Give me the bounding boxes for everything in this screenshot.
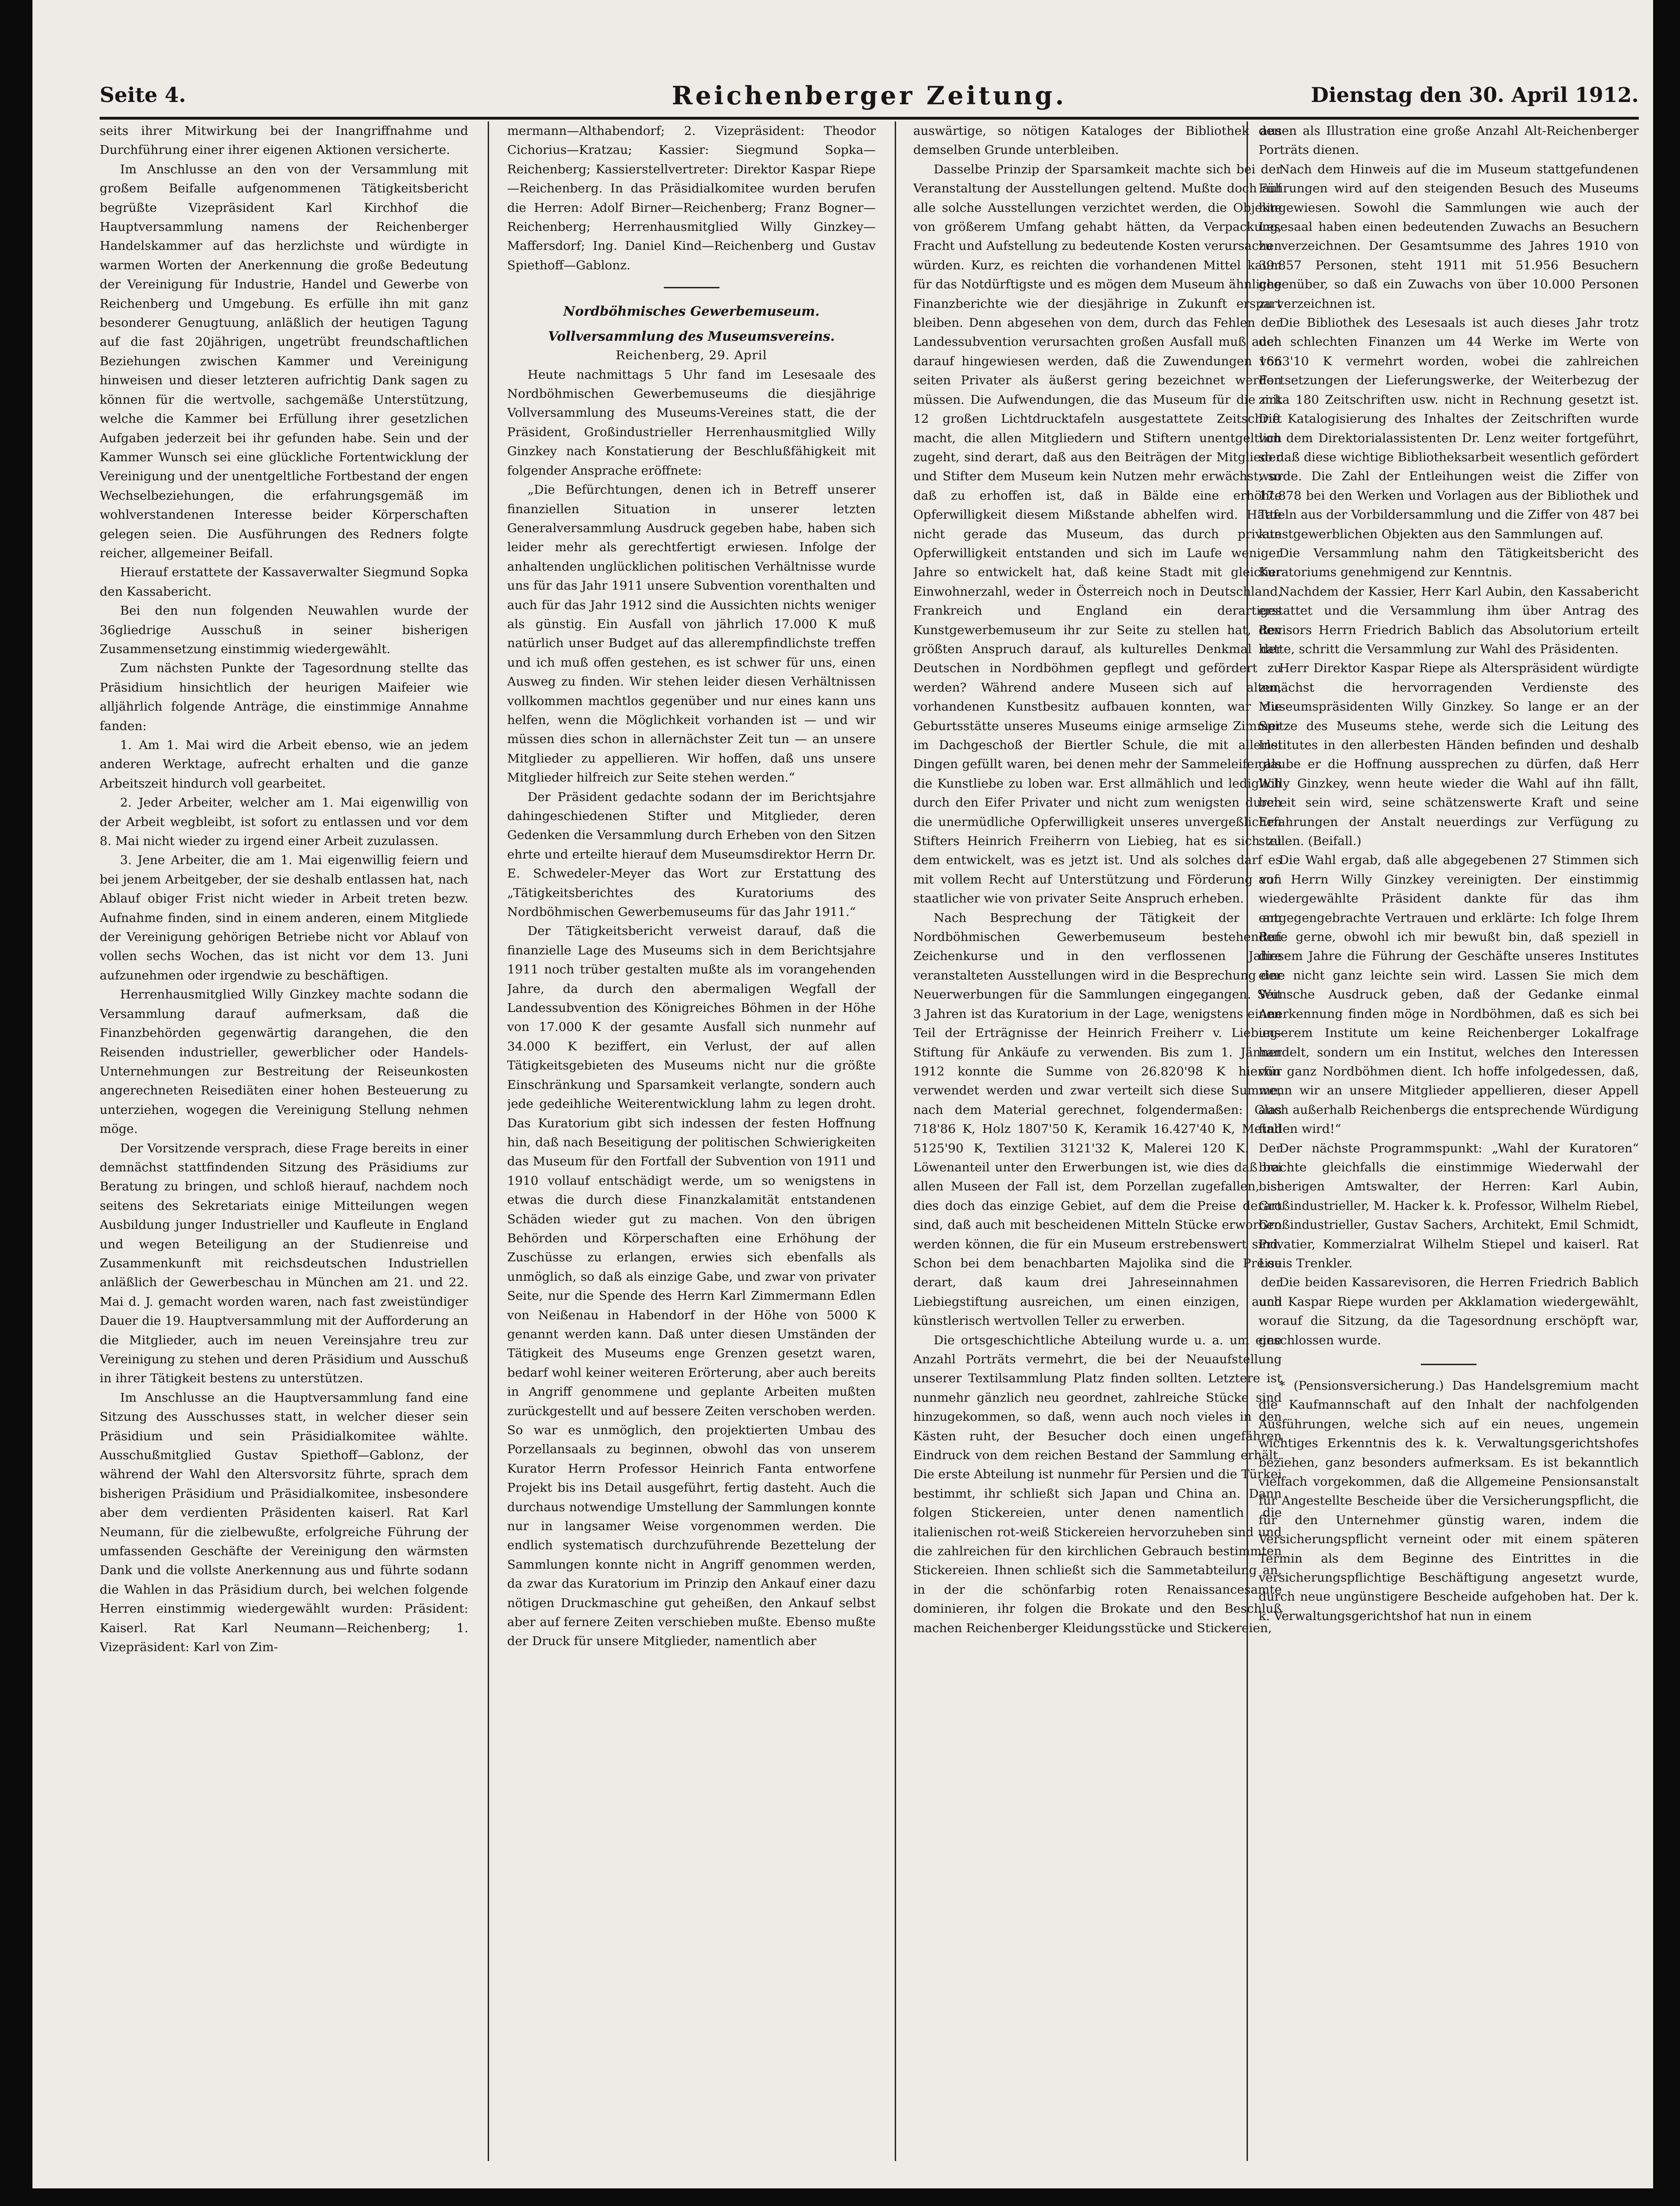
article-heading: Nordböhmisches Gewerbemuseum.	[563, 304, 820, 319]
paragraph: Nach Besprechung der Tätigkeit der am Nordböhmischen Gewerbemuseum bestehenden Zeichenkurse und in den verflossenen Jahre veranstalteten Ausstellungen wird in die Besprechung der Neuerwerbungen für die Sammlungen eingegangen. Seit 3 Jahren ist das Kuratorium in der Lage, wenigstens einen Teil der Erträgnisse der Heinrich Freiherr v. Liebieg-Stiftung für Ankäufe zu verwenden. Bis zum 1. Jänner 1912 konnte die Summe von 26.820'98 K hierfür verwendet werden und zwar verteilt sich diese Summe, nach dem Material gerechnet, folgendermaßen: Glas 718'86 K, Holz 1807'50 K, Keramik 16.427'40 K, Metall 5125'90 K, Textilien 3121'32 K, Malerei 120 K. Der Löwenanteil unter den Erwerbungen ist, wie dies daß bei allen Museen der Fall ist, dem Porzellan zugefallen, ist dies doch das einzige Gebiet, auf dem die Preise derart sind, daß auch mit bescheidenen Mitteln Stücke erworben werden können, die für ein Museum erstrebenswert sind. Schon bei dem benachbarten Majolika sind die Preise derart, daß kaum drei Jahreseinnahmen der Liebiegstiftung ausreichen, um einen einzigen, auch künstlerisch wertvollen Teller zu erwerben.	[913, 910, 1282, 1329]
paragraph: Nachdem der Kassier, Herr Karl Aubin, den Kassabericht erstattet und die Versammlung ihm über Antrag des Revisors Herrn Friedrich Bablich das Absolutorium erteilt hatte, schritt die Versammlung zur Wahl des Präsidenten.	[1259, 584, 1639, 656]
paragraph: Die ortsgeschichtliche Abteilung wurde u. a. um eine Anzahl Porträts vermehrt, die bei der Neuaufstellung unserer Textilsammlung Platz finden sollten. Letztere ist nunmehr gänzlich neu geordnet, zahlreiche Stücke sind hinzugekommen, so daß, wenn auch noch vieles in den Kästen ruht, der Besucher doch einen ungefähren Eindruck von dem reichen Bestand der Sammlung erhält. Die erste Abteilung ist nunmehr für Persien und die Türkei bestimmt, ihr schließt sich Japan und China an. Dann folgen Stickereien, unter denen namentlich die italienischen rot-weiß Stickereien hervorzuheben sind und die zahlreichen für den kirchlichen Gebrauch bestimmten Stickereien. Ihnen schließt sich die Sammetabteilung an, in der die schönfarbig roten Renaissancesamte dominieren, ihr folgen die Brokate und den Beschluß machen Reichenberger Kleidungsstücke und Stickereien,	[913, 1333, 1282, 1635]
page-header	[100, 83, 1639, 116]
section-divider	[664, 287, 719, 288]
paragraph: Hierauf erstattete der Kassaverwalter Siegmund Sopka den Kassabericht.	[100, 565, 468, 599]
paragraph: mermann—Althabendorf; 2. Vizepräsident: Theodor Cichorius—Kratzau; Kassier: Siegmund Sopka—Reichenberg; Kassierstellvertreter: Direktor Kaspar Riepe—Reichenberg. In das Präsidialkomitee wurden berufen die Herren: Adolf Birner—Reichenberg; Franz Bogner—Reichenberg; Herrenhausmitglied Willy Ginzkey—Maffersdorf; Ing. Daniel Kind—Reichenberg und Gustav Spiethoff—Gablonz.	[507, 124, 876, 273]
paragraph: auswärtige, so nötigen Kataloges der Bibliothek aus demselben Grunde unterbleiben.	[913, 124, 1282, 158]
column-rule	[895, 121, 896, 2161]
paragraph: seits ihrer Mitwirkung bei der Inangriffnahme und Durchführung einer ihrer eigenen Aktionen versicherte.	[100, 124, 468, 158]
paragraph: Im Anschlusse an die Hauptversammlung fand eine Sitzung des Ausschusses statt, in welcher dieser sein Präsidium und sein Präsidialkomitee wählte. Ausschußmitglied Gustav Spiethoff—Gablonz, der während der Wahl den Altersvorsitz führte, sprach dem bisherigen Präsidium und Präsidialkomitee, insbesondere aber dem verdienten Präsidenten kaiserl. Rat Karl Neumann, für die zielbewußte, erfolgreiche Führung der umfassenden Geschäfte der Vereinigung den wärmsten Dank und die vollste Anerkennung aus und führte sodann die Wahlen in das Präsidium durch, bei welchen folgende Herren einstimmig wiedergewählt wurden: Präsident: Kaiserl. Rat Karl Neumann—Reichenberg; 1. Vizepräsident: Karl von Zim-	[100, 1390, 468, 1655]
paragraph: Die Versammlung nahm den Tätigkeitsbericht des Kuratoriums genehmigend zur Kenntnis.	[1259, 546, 1639, 580]
paragraph: Nach dem Hinweis auf die im Museum stattgefundenen Führungen wird auf den steigenden Besuch des Museums hingewiesen. Sowohl die Sammlungen wie auch der Lesesaal haben einen bedeutenden Zuwachs an Besuchern zu verzeichnen. Der Gesamtsumme des Jahres 1910 von 39.857 Personen, steht 1911 mit 51.956 Besuchern gegenüber, so daß ein Zuwachs von über 10.000 Personen zu verzeichnen ist.	[1259, 162, 1639, 311]
newspaper-title: Reichenberger Zeitung.	[672, 81, 1067, 110]
paragraph: Die beiden Kassarevisoren, die Herren Friedrich Bablich und Kaspar Riepe wurden per Akklamation wiedergewählt, worauf die Sitzung, da die Tagesordnung erschöpft war, geschlossen wurde.	[1259, 1275, 1639, 1348]
paragraph: Heute nachmittags 5 Uhr fand im Lesesaale des Nordböhmischen Gewerbemuseums die diesjährige Vollversammlung des Museums-Vereines statt, die der Präsident, Großindustrieller Herrenhausmitglied Willy Ginzkey nach Konstatierung der Beschlußfähigkeit mit folgender Ansprache eröffnete:	[507, 367, 876, 478]
paragraph: Bei den nun folgenden Neuwahlen wurde der 36gliedrige Ausschuß in seiner bisherigen Zusammensetzung einstimmig wiedergewählt.	[100, 604, 468, 656]
column-3	[913, 121, 1282, 2161]
paragraph: Dasselbe Prinzip der Sparsamkeit machte sich bei der Veranstaltung der Ausstellungen geltend. Mußte doch auf alle solche Ausstellungen verzichtet werden, die Objekte von größerem Umfang gehabt hätten, da Verpackung, Fracht und Aufstellung zu bedeutende Kosten verursachen würden. Kurz, es reichten die vorhandenen Mittel kaum für das Notdürftigste und es mögen dem Museum ähnliche Finanzberichte wie der diesjährige in Zukunft erspart bleiben. Denn abgesehen von dem, durch das Fehlen der Landessubvention verursachten großen Ausfall muß auch darauf hingewiesen werden, daß die Zuwendungen von seiten Privater als äußerst gering bezeichnet werden müssen. Die Aufwendungen, die das Museum für die mit 12 großen Lichtdrucktafeln ausgestattete Zeitschrift macht, die allen Mitgliedern und Stiftern unentgeltlich zugeht, sind derart, daß aus den Beiträgen der Mitglieder und Stifter dem Museum kein Nutzen mehr erwächst, so daß zu erhoffen ist, daß in Bälde eine erhöhte Opferwilligkeit diesem Mißstande abhelfen wird. Hätte nicht gerade das Museum, das durch private Opferwilligkeit entstanden und sich im Laufe weniger Jahre so entwickelt hat, daß keine Stadt mit gleicher Einwohnerzahl, weder in Österreich noch in Deutschland, Frankreich und England ein derartiges Kunstgewerbemuseum ihr zur Seite zu stellen hat, den größten Anspruch darauf, als kulturelles Denkmal der Deutschen in Nordböhmen gepflegt und gefördert zu werden? Während andere Museen sich auf alten, vorhandenen Kunstbesitz aufbauen konnten, war die Geburtsstätte unseres Museums einige armselige Zimmer im Dachgeschoß der Biertler Schule, die mit allerlei Dingen gefüllt waren, bei denen mehr der Sammeleifer als die Kunstliebe zu loben war. Erst allmählich und lediglich durch den Eifer Privater und nicht zum wenigsten durch die unermüdliche Opferwilligkeit unseres unvergeßlichen Stifters Heinrich Freiherrn von Liebieg, hat es sich zu dem entwickelt, was es jetzt ist. Und als solches darf es mit vollem Recht auf Unterstützung und Förderung von staatlicher wie von privater Seite Anspruch erheben.	[913, 162, 1282, 906]
scan-border-right	[1653, 0, 1680, 2206]
paragraph: Der Vorsitzende versprach, diese Frage bereits in einer demnächst stattfindenden Sitzung des Präsidiums zur Beratung zu bringen, und schloß hierauf, nachdem noch seitens des Sekretariats einige Mitteilungen wegen Ausbildung junger Industrieller und Kaufleute in England und wegen Beteiligung an der Studienreise und Zusammenkunft mit reichsdeutschen Industriellen anläßlich der Gewerbeschau in München am 21. und 22. Mai d. J. gemacht worden waren, nach fast zweistündiger Dauer die 19. Hauptversammlung mit der Aufforderung an die Mitglieder, auch im neuen Vereinsjahre treu zur Vereinigung zu stehen und deren Präsidium und Ausschuß in ihrer Tätigkeit bestens zu unterstützen.	[100, 1141, 468, 1386]
header-rule	[100, 117, 1639, 120]
page-number: Seite 4.	[100, 83, 186, 107]
paragraph: Der nächste Programmspunkt: „Wahl der Kuratoren“ brachte gleichfalls die einstimmige Wiederwahl der bisherigen Amtswalter, der Herren: Karl Aubin, Großindustrieller, M. Hacker k. k. Professor, Wilhelm Riebel, Großindustrieller, Gustav Sachers, Architekt, Emil Schmidt, Privatier, Kommerzialrat Wilhelm Stiepel und kaiserl. Rat Louis Trenkler.	[1259, 1141, 1639, 1271]
paragraph: 3. Jene Arbeiter, die am 1. Mai eigenwillig feiern und bei jenem Arbeitgeber, der sie deshalb entlassen hat, nach Ablauf obiger Frist nicht wieder in Arbeit treten bezw. Aufnahme finden, sind in einem anderen, einem Mitgliede der Vereinigung gehörigen Betriebe nicht vor Ablauf von vollen sechs Wochen, das ist nicht vor dem 13. Juni aufzunehmen oder irgendwie zu beschäftigen.	[100, 853, 468, 983]
scan-border-left	[0, 0, 32, 2206]
section-divider	[1421, 1364, 1476, 1365]
paragraph: Herrenhausmitglied Willy Ginzkey machte sodann die Versammlung darauf aufmerksam, daß die Finanzbehörden gegenwärtig darangehen, die den Reisenden industrieller, gewerblicher oder Handels-Unternehmungen zur Bestreitung der Reiseunkosten angerechneten Reisediäten einer hohen Besteuerung zu unterziehen, wogegen die Vereinigung Stellung nehmen möge.	[100, 987, 468, 1137]
dateline: Reichenberg, 29. April	[616, 348, 767, 363]
scan-border-bottom	[0, 2188, 1680, 2206]
paragraph: Im Anschlusse an den von der Versammlung mit großem Beifalle aufgenommenen Tätigkeitsbericht begrüßte Vizepräsident Karl Kirchhof die Hauptversammlung namens der Reichenberger Handelskammer auf das herzlichste und würdigte in warmen Worten der Anerkennung die große Bedeutung der Vereinigung für Industrie, Handel und Gewerbe von Reichenberg und Umgebung. Es erfülle ihn mit ganz besonderer Genugtuung, anläßlich der heutigen Tagung auf die fast 20jährigen, ungetrübt freundschaftlichen Beziehungen zwischen Kammer und Vereinigung hinweisen und dieser letzteren aufrichtig Dank sagen zu können für die wertvolle, sachgemäße Unterstützung, welche die Kammer bei Erfüllung ihrer gesetzlichen Aufgaben jederzeit bei ihr gefunden habe. Sein und der Kammer Wunsch sei eine glückliche Fortentwicklung der Vereinigung und der unentgeltliche Fortbestand der engen Wechselbeziehungen, die erfahrungsgemäß im wohlverstandenen Interesse beider Körperschaften gelegen seien. Die Ausführungen des Redners folgte reicher, allgemeiner Beifall.	[100, 162, 468, 560]
column-4	[1259, 121, 1639, 2161]
paragraph: Die Wahl ergab, daß alle abgegebenen 27 Stimmen sich auf Herrn Willy Ginzkey vereinigten. Der einstimmig wiedergewählte Präsident dankte für das ihm entgegengebrachte Vertrauen und erklärte: Ich folge Ihrem Rufe gerne, obwohl ich mir bewußt bin, daß speziell in diesem Jahre die Führung der Geschäfte unseres Institutes eine nicht ganz leichte sein wird. Lassen Sie mich dem Wunsche Ausdruck geben, daß der Gedanke einmal Anerkennung finden möge in Nordböhmen, daß es sich bei unserem Institute um keine Reichenberger Lokalfrage handelt, sondern um ein Institut, welches den Interessen von ganz Nordböhmen dient. Ich hoffe infolgedessen, daß, wenn wir an unsere Mitglieder appellieren, dieser Appell auch außerhalb Reichenbergs die entsprechende Würdigung finden wird!“	[1259, 853, 1639, 1137]
paragraph: Herr Direktor Kaspar Riepe als Alterspräsident würdigte zunächst die hervorragenden Verdienste des Museumspräsidenten Willy Ginzkey. So lange er an der Spitze des Museums stehe, werde sich die Leitung des Institutes in den allerbesten Händen befinden und deshalb glaube er die Hoffnung aussprechen zu dürfen, daß Herr Willy Ginzkey, wenn heute wieder die Wahl auf ihn fällt, bereit sein wird, seine schätzenswerte Kraft und seine Erfahrungen der Anstalt neuerdings zur Verfügung zu stellen. (Beifall.)	[1259, 661, 1639, 849]
paragraph: Die Bibliothek des Lesesaals ist auch dieses Jahr trotz der schlechten Finanzen um 44 Werke im Werte von 1663'10 K vermehrt worden, wobei die zahlreichen Fortsetzungen der Lieferungswerke, der Weiterbezug der zirka 180 Zeitschriften usw. nicht in Rechnung gesetzt ist. Die Katalogisierung des Inhaltes der Zeitschriften wurde von dem Direktorialassistenten Dr. Lenz weiter fortgeführt, so daß diese wichtige Bibliotheksarbeit wesentlich gefördert wurde. Die Zahl der Entleihungen weist die Ziffer von 17.878 bei den Werken und Vorlagen aus der Bibliothek und Tafeln aus der Vorbildersammlung und die Ziffer von 487 bei kunstgewerblichen Objekten aus den Sammlungen auf.	[1259, 316, 1639, 541]
paragraph: Der Tätigkeitsbericht verweist darauf, daß die finanzielle Lage des Museums sich in dem Berichtsjahre 1911 noch trüber gestalten mußte als im vorangehenden Jahre, da durch den abermaligen Wegfall der Landessubvention des Königreiches Böhmen in der Höhe von 17.000 K der gesamte Ausfall sich nunmehr auf 34.000 K beziffert, ein Verlust, der auf allen Tätigkeitsgebieten des Museums nicht nur die größte Einschränkung und Sparsamkeit verlangte, sondern auch jede gedeihliche Weiterentwicklung lahm zu legen droht. Das Kuratorium gibt sich indessen der festen Hoffnung hin, daß nach Beseitigung der politischen Schwierigkeiten das Museum für den Fortfall der Subvention von 1911 und 1910 vollauf entschädigt werde, um so wenigstens in etwas die durch diese Finanzkalamität entstandenen Schäden wieder gut zu machen. Von den übrigen Behörden und Körperschaften eine Erhöhung der Zuschüsse zu erlangen, erwies sich ebenfalls als unmöglich, so daß als einzige Gabe, und zwar von privater Seite, nur die Spende des Herrn Karl Zimmermann Edlen von Neißenau in Habendorf in der Höhe von 5000 K genannt werden kann. Daß unter diesen Umständen der Tätigkeit des Museums enge Grenzen gesetzt waren, bedarf wohl keiner weiteren Erörterung, aber auch bereits in Angriff genommene und geplante Arbeiten mußten zurückgestellt und auf bessere Zeiten verschoben werden. So war es unmöglich, den projektierten Umbau des Porzellansaals zu beginnen, obwohl das von unserem Kurator Herrn Professor Heinrich Fanta entworfene Projekt bis ins Detail ausgeführt, fertig dasteht. Auch die durchaus notwendige Umstellung der Sammlungen konnte nur in langsamer Weise vorgenommen werden. Die endlich systematisch durchzuführende Bezettelung der Sammlungen konnte nicht in Angriff genommen werden, da zwar das Kuratorium im Prinzip den Ankauf einer dazu nötigen Druckmaschine gut geheißen, den Ankauf selbst aber auf fernere Zeiten verschieben mußte. Ebenso mußte der Druck für unsere Mitglieder, namentlich aber	[507, 924, 876, 1649]
issue-date: Dienstag den 30. April 1912.	[1311, 83, 1639, 107]
paragraph: 2. Jeder Arbeiter, welcher am 1. Mai eigenwillig von der Arbeit wegbleibt, ist sofort zu entlassen und vor dem 8. Mai nicht wieder zu irgend einer Arbeit zuzulassen.	[100, 795, 468, 849]
paragraph: denen als Illustration eine große Anzahl Alt-Reichenberger Porträts dienen.	[1259, 124, 1639, 158]
paragraph: Der Präsident gedachte sodann der im Berichtsjahre dahingeschiedenen Stifter und Mitglieder, deren Gedenken die Versammlung durch Erheben von den Sitzen ehrte und erteilte hierauf dem Museumsdirektor Herrn Dr. E. Schwedeler-Meyer das Wort zur Erstattung des „Tätigkeitsberichtes des Kuratoriums des Nordböhmischen Gewerbemuseums für das Jahr 1911.“	[507, 789, 876, 920]
column-2	[507, 121, 876, 2161]
column-rule	[488, 121, 489, 2161]
article-subheading: Vollversammlung des Museumsvereins.	[548, 329, 835, 344]
paragraph: * (Pensionsversicherung.) Das Handelsgremium macht die Kaufmannschaft auf den Inhalt der nachfolgenden Ausführungen, welche sich auf ein neues, ungemein wichtiges Erkenntnis des k. k. Verwaltungsgerichtshofes beziehen, ganz besonders aufmerksam. Es ist bekanntlich vielfach vorgekommen, daß die Allgemeine Pensionsanstalt für Angestellte Bescheide über die Versicherungspflicht, die für den Unternehmer günstig waren, indem die Versicherungspflicht verneint oder mit einem späteren Termin als dem Beginne des Eintrittes in die versicherungspflichtige Beschäftigung angesetzt wurde, durch neue ungünstigere Bescheide aufgehoben hat. Der k. k. Verwaltungsgerichtshof hat nun in einem	[1259, 1379, 1639, 1623]
paragraph: „Die Befürchtungen, denen ich in Betreff unserer finanziellen Situation in unserer letzten Generalversammlung Ausdruck gegeben habe, haben sich leider mehr als gerechtfertigt erwiesen. Infolge der anhaltenden unglücklichen politischen Verhältnisse wurde uns für das Jahr 1911 unsere Subvention vorenthalten und auch für das Jahr 1912 sind die Aussichten nichts weniger als günstig. Ein Ausfall von jährlich 17.000 K muß natürlich unser Budget auf das allerempfindlichste treffen und ich muß offen gestehen, es ist schwer für uns, einen Ausweg zu finden. Wir stehen leider diesen Verhältnissen vollkommen machtlos gegenüber und nur eines kann uns helfen, wenn die Möglichkeit vorhanden ist — und wir müssen dies schon in allernächster Zeit tun — an unsere Mitglieder zu appellieren. Wir hoffen, daß uns unsere Mitglieder hilfreich zur Seite stehen werden.“	[507, 483, 876, 785]
column-1	[100, 121, 468, 2161]
paragraph: 1. Am 1. Mai wird die Arbeit ebenso, wie an jedem anderen Werktage, aufrecht erhalten und die ganze Arbeitszeit hindurch voll gearbeitet.	[100, 738, 468, 791]
paragraph: Zum nächsten Punkte der Tagesordnung stellte das Präsidium hinsichtlich der heurigen Maifeier wie alljährlich folgende Anträge, die einstimmige Annahme fanden:	[100, 661, 468, 733]
